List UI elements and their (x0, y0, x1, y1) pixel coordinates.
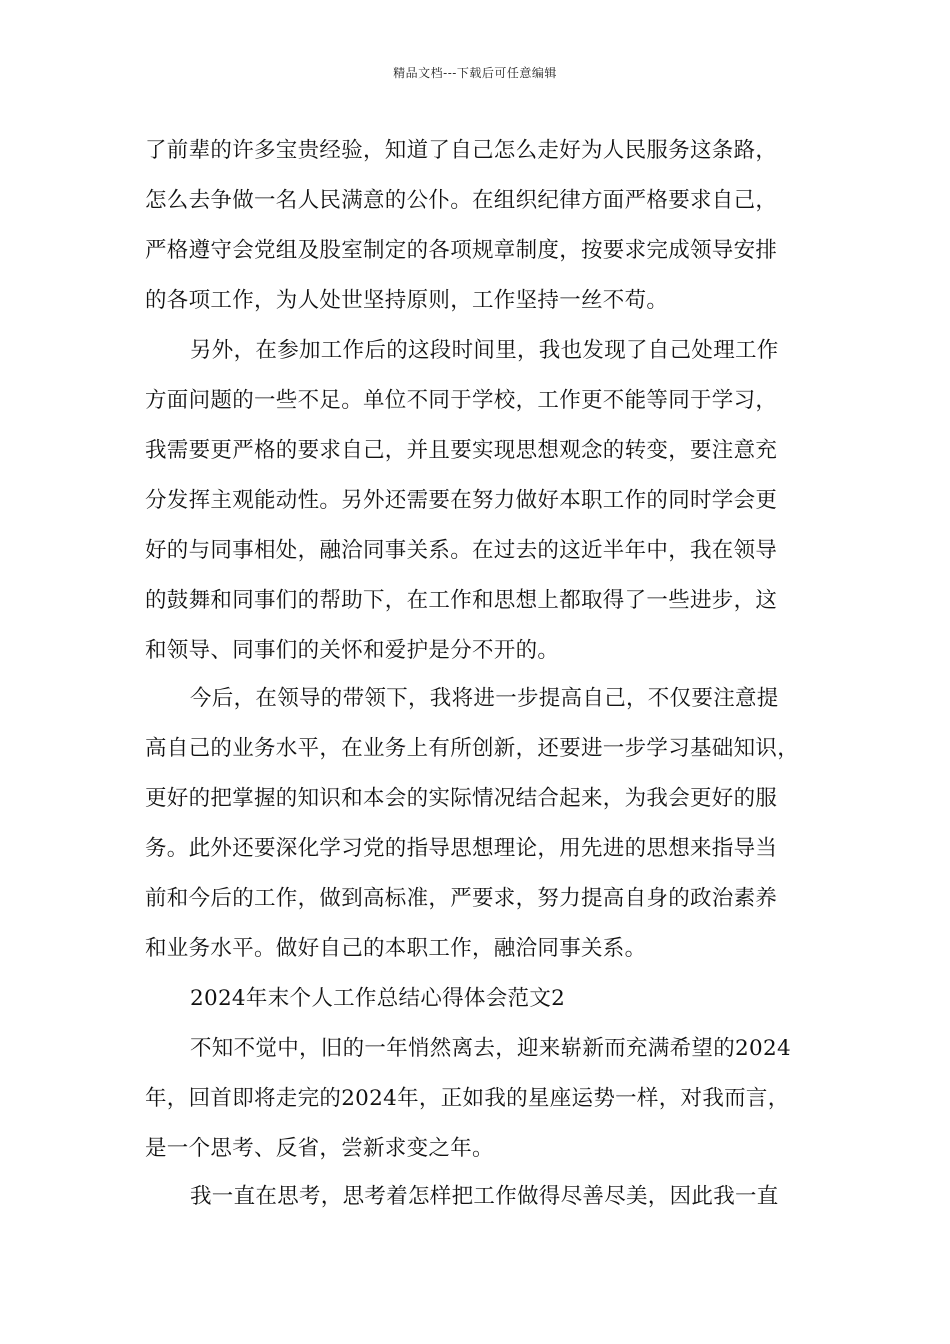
text-line: 方面问题的一些不足。单位不同于学校，工作更不能等同于学习， (145, 388, 778, 413)
text-line: 今后，在领导的带领下，我将进一步提高自己，不仅要注意提 (190, 686, 779, 711)
text-line: 务。此外还要深化学习党的指导思想理论，用先进的思想来指导当 (145, 836, 778, 861)
text-line: 我一直在思考，思考着怎样把工作做得尽善尽美，因此我一直 (190, 1184, 779, 1209)
text-line: 怎么去争做一名人民满意的公仆。在组织纪律方面严格要求自己， (145, 188, 778, 213)
page-header: 精品文档---下载后可任意编辑 (393, 66, 557, 80)
text-line: 分发挥主观能动性。另外还需要在努力做好本职工作的同时学会更 (145, 488, 778, 513)
text-line: 不知不觉中，旧的一年悄然离去，迎来崭新而充满希望的2024 (190, 1036, 791, 1061)
text-line: 年，回首即将走完的2024年，正如我的星座运势一样，对我而言， (145, 1086, 790, 1111)
text-line: 是一个思考、反省，尝新求变之年。 (145, 1136, 494, 1161)
section-heading: 2024年末个人工作总结心得体会范文2 (190, 986, 566, 1011)
text-line: 更好的把掌握的知识和本会的实际情况结合起来，为我会更好的服 (145, 786, 778, 811)
text-line: 好的与同事相处，融洽同事关系。在过去的这近半年中，我在领导 (145, 538, 778, 563)
text-line: 我需要更严格的要求自己，并且要实现思想观念的转变，要注意充 (145, 438, 778, 463)
text-line: 严格遵守会党组及股室制定的各项规章制度，按要求完成领导安排 (145, 238, 778, 263)
text-line: 前和今后的工作，做到高标准，严要求，努力提高自身的政治素养 (145, 886, 778, 911)
text-line: 和领导、同事们的关怀和爱护是分不开的。 (145, 638, 560, 663)
text-line: 了前辈的许多宝贵经验，知道了自己怎么走好为人民服务这条路， (145, 138, 778, 163)
text-line: 的鼓舞和同事们的帮助下，在工作和思想上都取得了一些进步，这 (145, 588, 778, 613)
text-line: 和业务水平。做好自己的本职工作，融洽同事关系。 (145, 936, 647, 961)
text-line: 高自己的业务水平，在业务上有所创新，还要进一步学习基础知识， (145, 736, 800, 761)
text-line: 的各项工作，为人处世坚持原则，工作坚持一丝不苟。 (145, 288, 669, 313)
text-line: 另外，在参加工作后的这段时间里，我也发现了自己处理工作 (190, 338, 779, 363)
